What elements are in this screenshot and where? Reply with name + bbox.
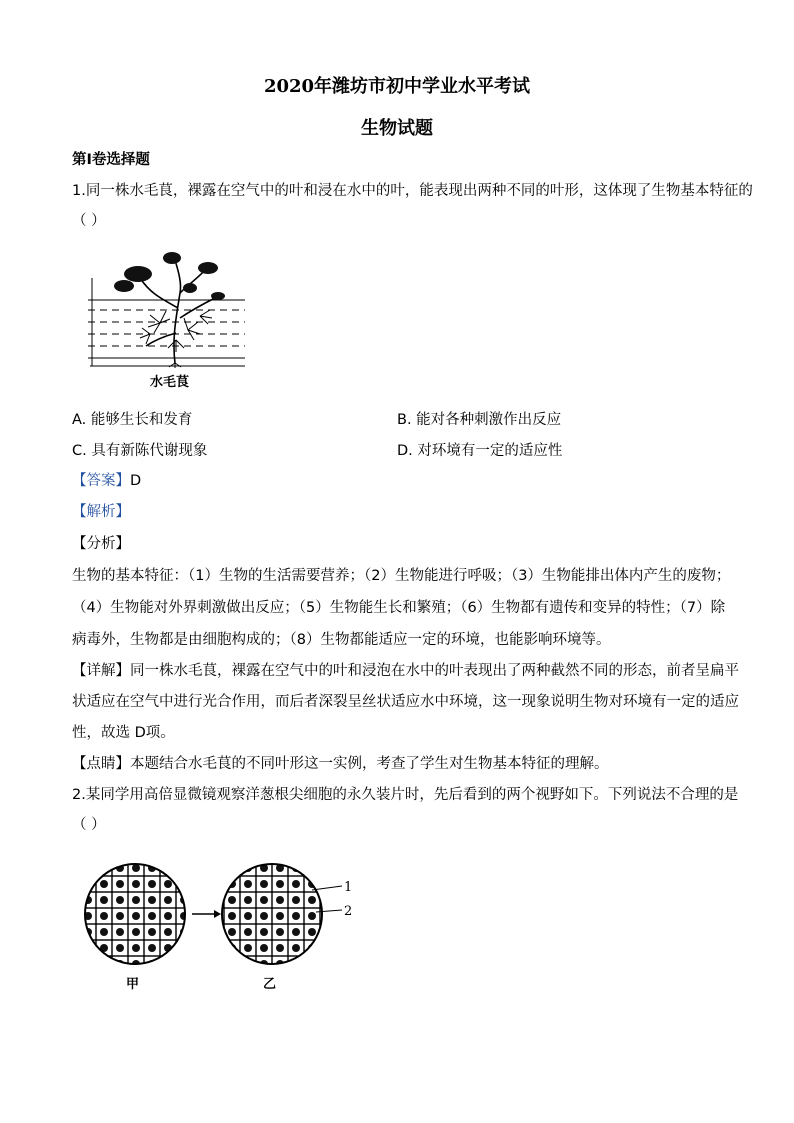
detail-line: 性，故选 D项。 [72, 725, 175, 741]
detail-line-1 [72, 661, 739, 681]
option-d: D. 对环境有一定的适应性 [397, 443, 563, 459]
fenxi-line: 生物的基本特征：（1）生物的生活需要营养；（2）生物能进行呼吸；（3）生物能排出体内产生的废物； [72, 568, 731, 584]
option-a: A. 能够生长和发育 [72, 412, 193, 428]
exam-subtitle: 生物试题 [361, 118, 433, 139]
q2-stem-paren: （ ） [72, 817, 106, 833]
label-jia: 甲 [126, 977, 140, 992]
water-buttercup-figure [80, 248, 250, 393]
q2-stem: 2.某同学用高倍显微镜观察洋葱根尖细胞的永久装片时，先后看到的两个视野如下。下列说法不合理的是 [72, 787, 739, 803]
comment-tag: 【点睛】 [72, 756, 130, 772]
figure-caption: 水毛茛 [150, 375, 190, 390]
section-heading: 第Ⅰ卷选择题 [72, 152, 150, 168]
pointer-label-1: 1 [344, 880, 353, 895]
option-c: C. 具有新陈代谢现象 [72, 443, 208, 459]
exam-title: 2020年潍坊市初中学业水平考试 [263, 76, 531, 97]
fenxi-line: 病毒外，生物都是由细胞构成的；（8）生物都能适应一定的环境，也能影响环境等。 [72, 632, 611, 648]
comment-line [72, 754, 726, 774]
answer-line [72, 471, 726, 491]
pointer-label-2: 2 [344, 904, 353, 919]
detail-line: 状适应在空气中进行光合作用，而后者深裂呈丝状适应水中环境，这一现象说明生物对环境有一定的适应 [72, 694, 739, 710]
label-yi: 乙 [263, 977, 277, 992]
fenxi-tag: 【分析】 [72, 536, 130, 552]
q1-stem: 1.同一株水毛茛，裸露在空气中的叶和浸在水中的叶，能表现出两种不同的叶形，这体现了生物基本特征的 [72, 183, 753, 199]
answer-tag: 【答案】 [72, 473, 130, 489]
field-jia [80, 860, 190, 970]
q1-stem-paren: （ ） [72, 213, 106, 229]
field-yi [217, 860, 327, 970]
fenxi-line: （4）生物能对外界刺激做出反应；（5）生物能生长和繁殖；（6）生物都有遗传和变异的特性；（7）除 [72, 600, 726, 616]
detail-text: 同一株水毛茛，裸露在空气中的叶和浸泡在水中的叶表现出了两种截然不同的形态，前者呈扁平 [130, 663, 739, 679]
answer-value: D [130, 473, 142, 489]
analysis-tag: 【解析】 [72, 504, 130, 520]
microscope-fields-figure [80, 860, 370, 995]
arrow-icon [192, 910, 221, 918]
option-b: B. 能对各种刺激作出反应 [397, 412, 562, 428]
detail-tag: 【详解】 [72, 663, 130, 679]
comment-text: 本题结合水毛茛的不同叶形这一实例，考查了学生对生物基本特征的理解。 [130, 756, 609, 772]
